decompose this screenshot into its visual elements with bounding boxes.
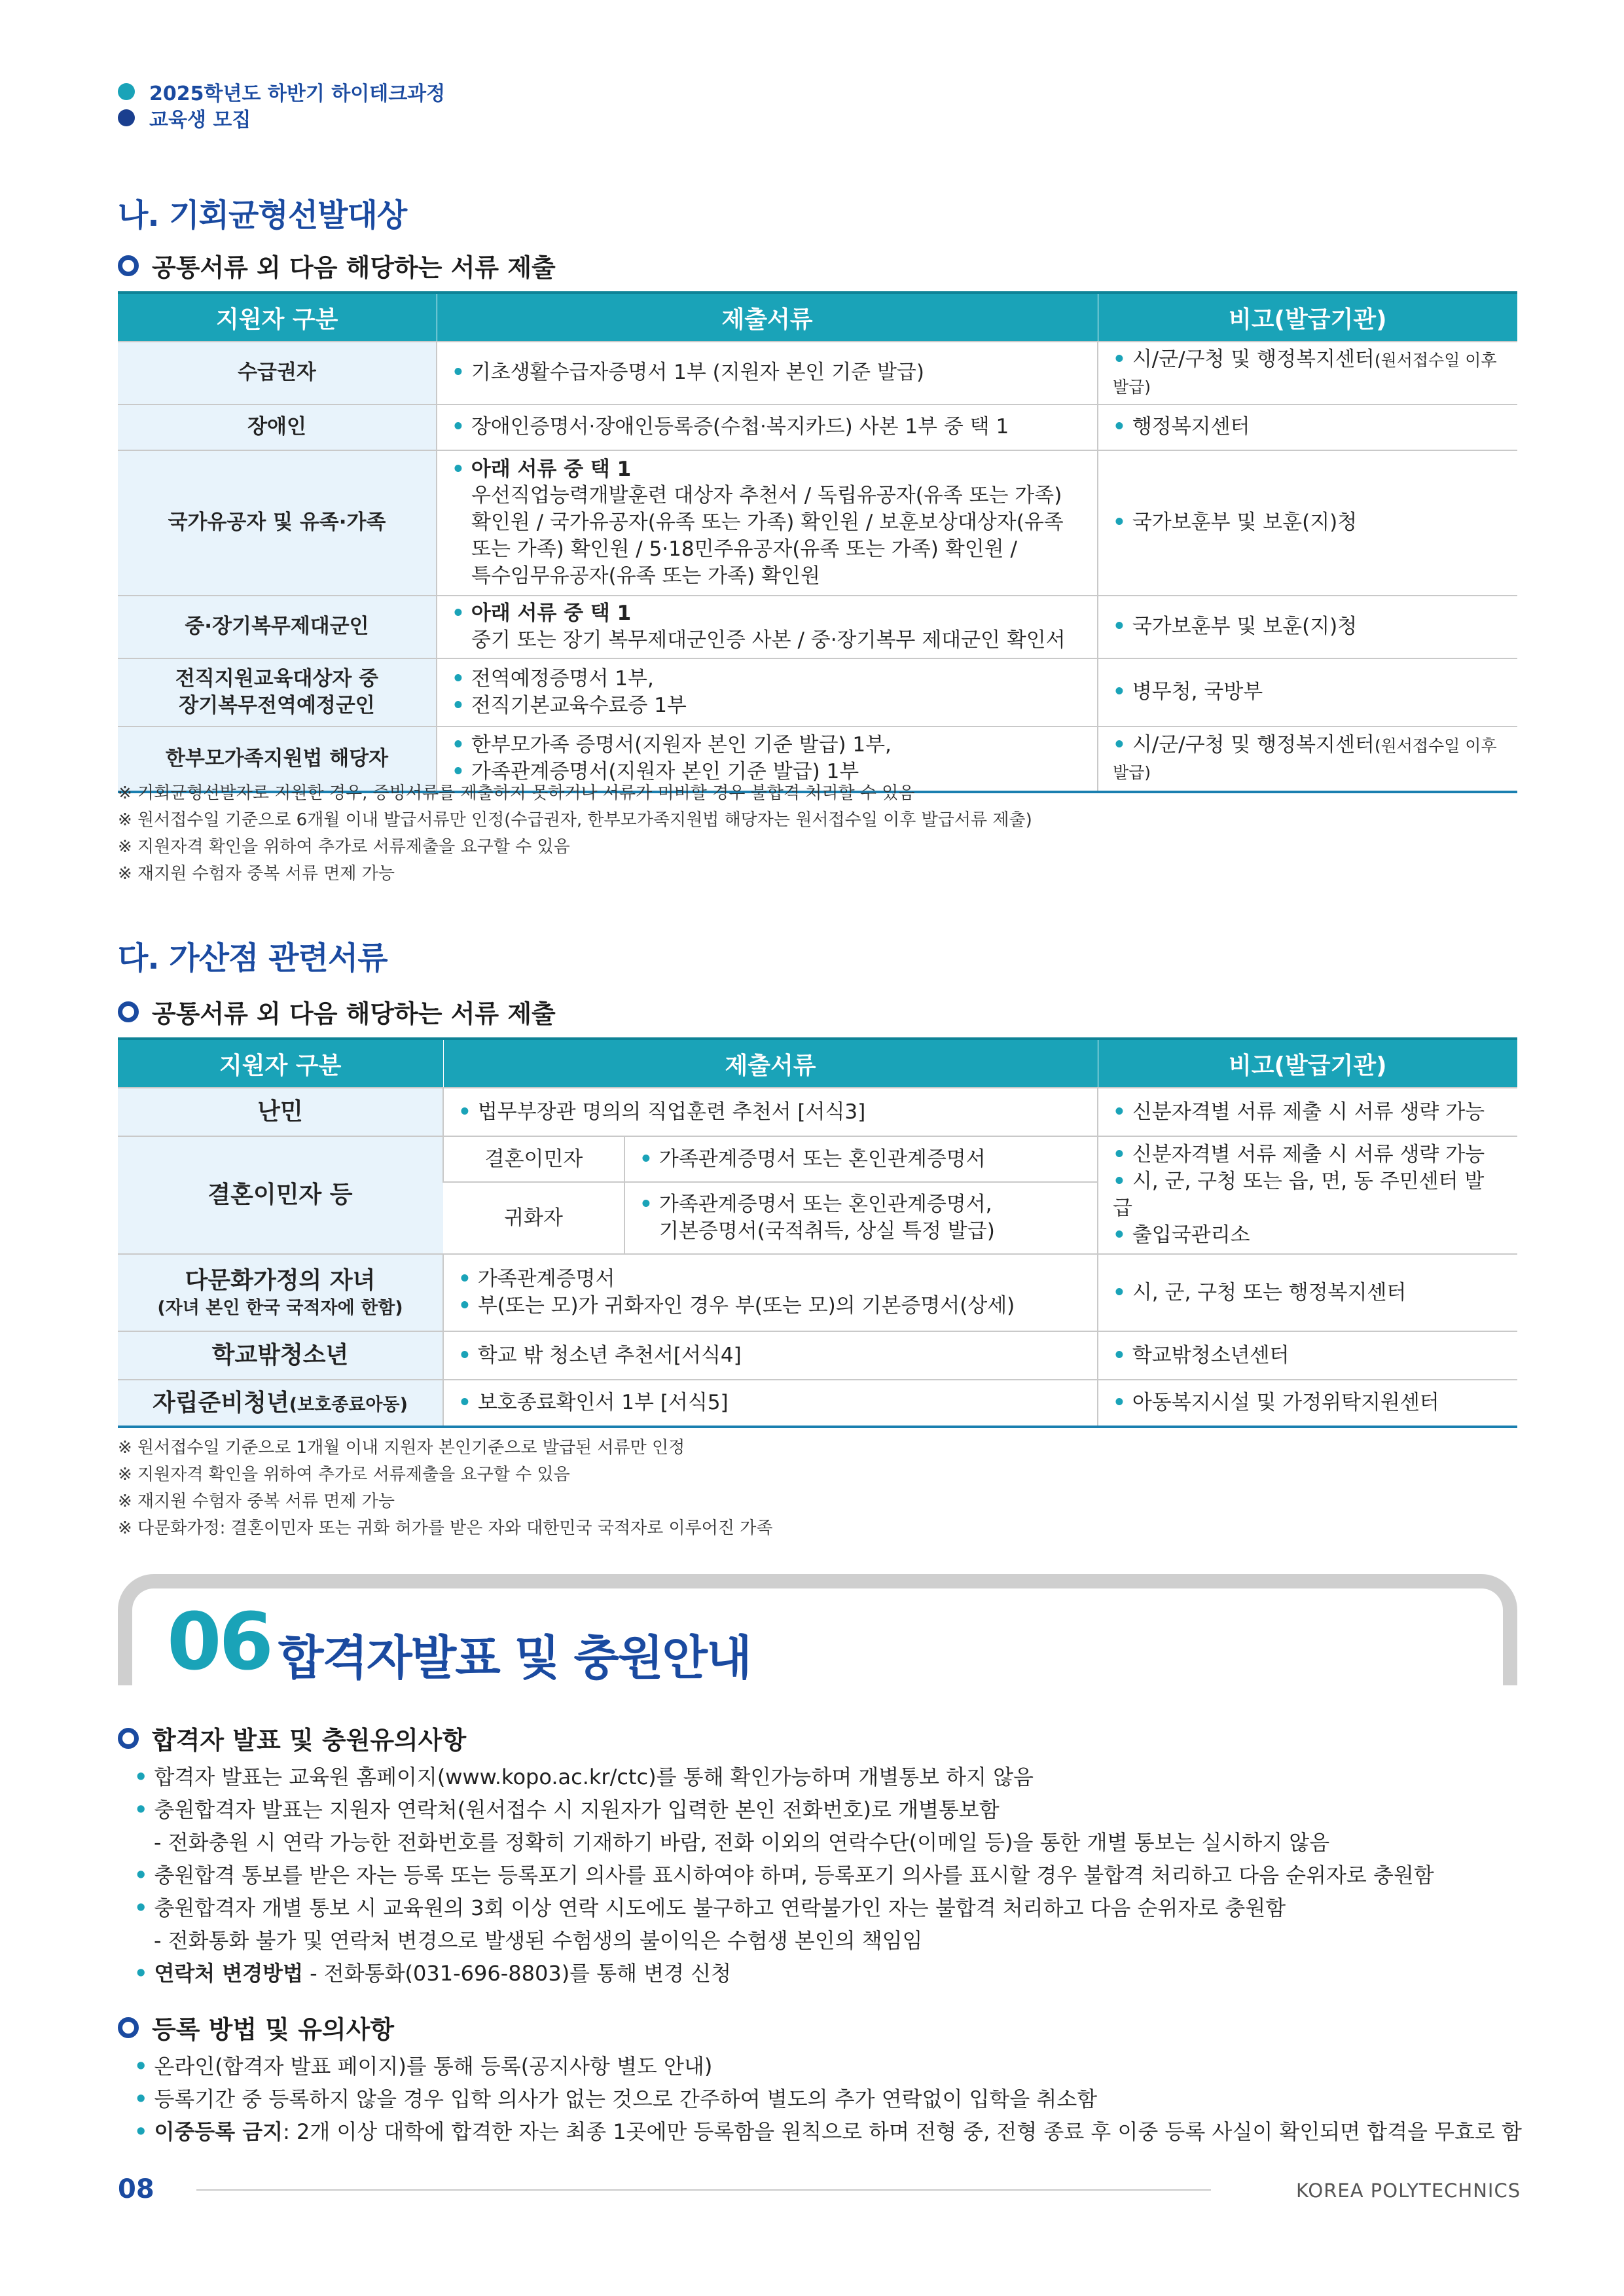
row-docs: • 법무부장관 명의의 직업훈련 추천서 [서식3] [443,1088,1098,1136]
footer-brand: KOREA POLYTECHNICS [1296,2179,1521,2202]
list-subitem: - 전화충원 시 연락 가능한 전화번호를 정확히 기재하기 바람, 전화 이외의 연락수단(이메일 등)을 통한 개별 통보는 실시하지 않음 [154,1830,1330,1855]
row-category: 중·장기복무제대군인 [118,596,437,658]
list-item: • 충원합격자 발표는 지원자 연락처(원서접수 시 지원자가 입력한 본인 전화번호)로 개별통보함 [134,1797,1000,1822]
table-row [118,1331,1517,1380]
section-na-notes: ※ 기회균형선발자로 지원한 경우, 증빙서류를 제출하지 못하거나 서류가 미비할 경우 불합격 처리할 수 있음 ※ 원서접수일 기준으로 6개월 이내 발급서류만 인정(수급권자, 한부모가족지원법 해당자는 원서접수일 이후 발급서류 제출) ※ 지원자격 확인을 위하여 추가로 서류제출을 요구할 수 있음 ※ 재지원 수험자 중복 서류 면제 가능 [118,783,1032,884]
row-docs: • 가족관계증명서 또는 혼인관계증명서, 기본증명서(국적취득, 상실 특정 발급) [624,1182,1098,1254]
ring-bullet-icon [118,255,139,276]
col-header: 제출서류 [443,1039,1098,1088]
row-category: 난민 [118,1088,443,1136]
col-header: 지원자 구분 [118,293,437,342]
list-item: • 등록기간 중 등록하지 않을 경우 입학 의사가 없는 것으로 간주하여 별도의 추가 연락없이 입학을 취소함 [134,2087,1098,2111]
col-header: 비고(발급기관) [1098,293,1517,342]
row-note: • 병무청, 국방부 [1098,658,1517,726]
section-06-subtitle-2: 등록 방법 및 유의사항 [118,2009,394,2045]
table-bonus-points [118,1037,1517,1428]
row-note: • 신분자격별 서류 제출 시 서류 생략 가능 • 시, 군, 구청 또는 읍, 면, 동 주민센터 발급 • 출입국관리소 [1098,1136,1517,1254]
table-row [118,450,1517,596]
row-docs: • 아래 서류 중 택 1 중기 또는 장기 복무제대군인증 사본 / 중·장기복무 제대군인 확인서 [437,596,1098,658]
table-row [118,1136,1517,1182]
header-subtitle: 교육생 모집 [149,109,251,132]
list-item: • 온라인(합격자 발표 페이지)를 통해 등록(공지사항 별도 안내) [134,2054,713,2079]
row-note: • 국가보훈부 및 보훈(지)청 [1098,450,1517,596]
section-da-subtitle: 공통서류 외 다음 해당하는 서류 제출 [118,994,556,1030]
table-row [118,1380,1517,1427]
list-item: • 연락처 변경방법 - 전화통화(031-696-8803)를 통해 변경 신청 [134,1961,732,1986]
registration-list [134,2050,1522,2148]
row-docs: • 한부모가족 증명서(지원자 본인 기준 발급) 1부, • 가족관계증명서(지원자 본인 기준 발급) 1부 [437,726,1098,792]
section-da-title: 다. 가산점 관련서류 [118,940,388,977]
row-note: • 시, 군, 구청 또는 행정복지센터 [1098,1254,1517,1331]
col-header: 비고(발급기관) [1098,1039,1517,1088]
list-item: • 충원합격 통보를 받은 자는 등록 또는 등록포기 의사를 표시하여야 하며, 등록포기 의사를 표시할 경우 불합격 처리하고 다음 순위자로 충원함 [134,1863,1434,1888]
row-docs: • 전역예정증명서 1부, • 전직기본교육수료증 1부 [437,658,1098,726]
row-note: • 행정복지센터 [1098,404,1517,450]
row-category: 학교밖청소년 [118,1331,443,1380]
list-subitem: - 전화통화 불가 및 연락처 변경으로 발생된 수험생의 불이익은 수험생 본인의 책임임 [154,1928,923,1953]
table-row [118,1254,1517,1331]
page-number: 08 [118,2174,154,2204]
row-note: • 국가보훈부 및 보훈(지)청 [1098,596,1517,658]
table-row [118,596,1517,658]
table-row [118,404,1517,450]
row-subcategory: 귀화자 [443,1182,624,1254]
table-row [118,342,1517,404]
section-06-subtitle-1: 합격자 발표 및 충원유의사항 [118,1720,466,1756]
row-category: 장애인 [118,404,437,450]
section-na-subtitle: 공통서류 외 다음 해당하는 서류 제출 [118,247,556,283]
row-note: • 학교밖청소년센터 [1098,1331,1517,1380]
teal-dot-icon [118,83,135,100]
row-note: • 아동복지시설 및 가정위탁지원센터 [1098,1380,1517,1427]
table-header-row [118,1039,1517,1088]
row-category: 수급권자 [118,342,437,404]
row-docs: • 아래 서류 중 택 1 우선직업능력개발훈련 대상자 추천서 / 독립유공자(유족 또는 가족) 확인원 / 국가유공자(유족 또는 가족) 확인원 / 보훈보상대상자(유족 또는 가족) 확인원 / 5·18민주유공자(유족 또는 가족) 확인원 / 특수임무유공자(유족 또는 가족) 확인원 [437,450,1098,596]
row-category: 국가유공자 및 유족·가족 [118,450,437,596]
footer-divider [196,2189,1211,2191]
table-header-row [118,293,1517,342]
navy-dot-icon [118,109,135,126]
row-subcategory: 결혼이민자 [443,1136,624,1182]
table-opportunity-balance [118,291,1517,793]
row-category: 한부모가족지원법 해당자 [118,726,437,792]
row-docs: • 학교 밖 청소년 추천서[서식4] [443,1331,1098,1380]
section-06-number: 06 [167,1597,271,1688]
header-title: 2025학년도 하반기 하이테크과정 [149,82,446,105]
col-header: 제출서류 [437,293,1098,342]
list-item: • 합격자 발표는 교육원 홈페이지(www.kopo.ac.kr/ctc)를 통해 확인가능하며 개별통보 하지 않음 [134,1765,1034,1789]
announcement-list [134,1761,1434,1990]
table-row [118,658,1517,726]
row-docs: • 기초생활수급자증명서 1부 (지원자 본인 기준 발급) [437,342,1098,404]
ring-bullet-icon [118,1728,139,1749]
ring-bullet-icon [118,1001,139,1022]
row-docs: • 장애인증명서·장애인등록증(수첩·복지카드) 사본 1부 중 택 1 [437,404,1098,450]
row-category: 결혼이민자 등 [118,1136,443,1254]
ring-bullet-icon [118,2017,139,2038]
row-category: 다문화가정의 자녀 (자녀 본인 한국 국적자에 한함) [118,1254,443,1331]
section-da-notes: ※ 원서접수일 기준으로 1개월 이내 지원자 본인기준으로 발급된 서류만 인정 ※ 지원자격 확인을 위하여 추가로 서류제출을 요구할 수 있음 ※ 재지원 수험자 중복 서류 면제 가능 ※ 다문화가정: 결혼이민자 또는 귀화 허가를 받은 자와 대한민국 국적자로 이루어진 가족 [118,1438,773,1538]
row-note: • 신분자격별 서류 제출 시 서류 생략 가능 [1098,1088,1517,1136]
row-category: 전직지원교육대상자 중 장기복무전역예정군인 [118,658,437,726]
header-line-2 [118,103,251,132]
list-item: • 이중등록 금지: 2개 이상 대학에 합격한 자는 최종 1곳에만 등록함을 원칙으로 하며 전형 중, 전형 종료 후 이중 등록 사실이 확인되면 합격을 무효로 함 [134,2119,1522,2144]
section-na-title: 나. 기회균형선발대상 [118,197,407,234]
col-header: 지원자 구분 [118,1039,443,1088]
table-row [118,1088,1517,1136]
list-item: • 충원합격자 개별 통보 시 교육원의 3회 이상 연락 시도에도 불구하고 연락불가인 자는 불합격 처리하고 다음 순위자로 충원함 [134,1895,1286,1920]
row-category: 자립준비청년(보호종료아동) [118,1380,443,1427]
header-line-1 [118,77,445,106]
row-docs: • 보호종료확인서 1부 [서식5] [443,1380,1098,1427]
row-note: • 시/군/구청 및 행정복지센터(원서접수일 이후 발급) [1098,726,1517,792]
row-docs: • 가족관계증명서 또는 혼인관계증명서 [624,1136,1098,1182]
row-note: • 시/군/구청 및 행정복지센터(원서접수일 이후 발급) [1098,342,1517,404]
section-06-title: 합격자발표 및 충원안내 [278,1630,751,1685]
row-docs: • 가족관계증명서 • 부(또는 모)가 귀화자인 경우 부(또는 모)의 기본증명서(상세) [443,1254,1098,1331]
